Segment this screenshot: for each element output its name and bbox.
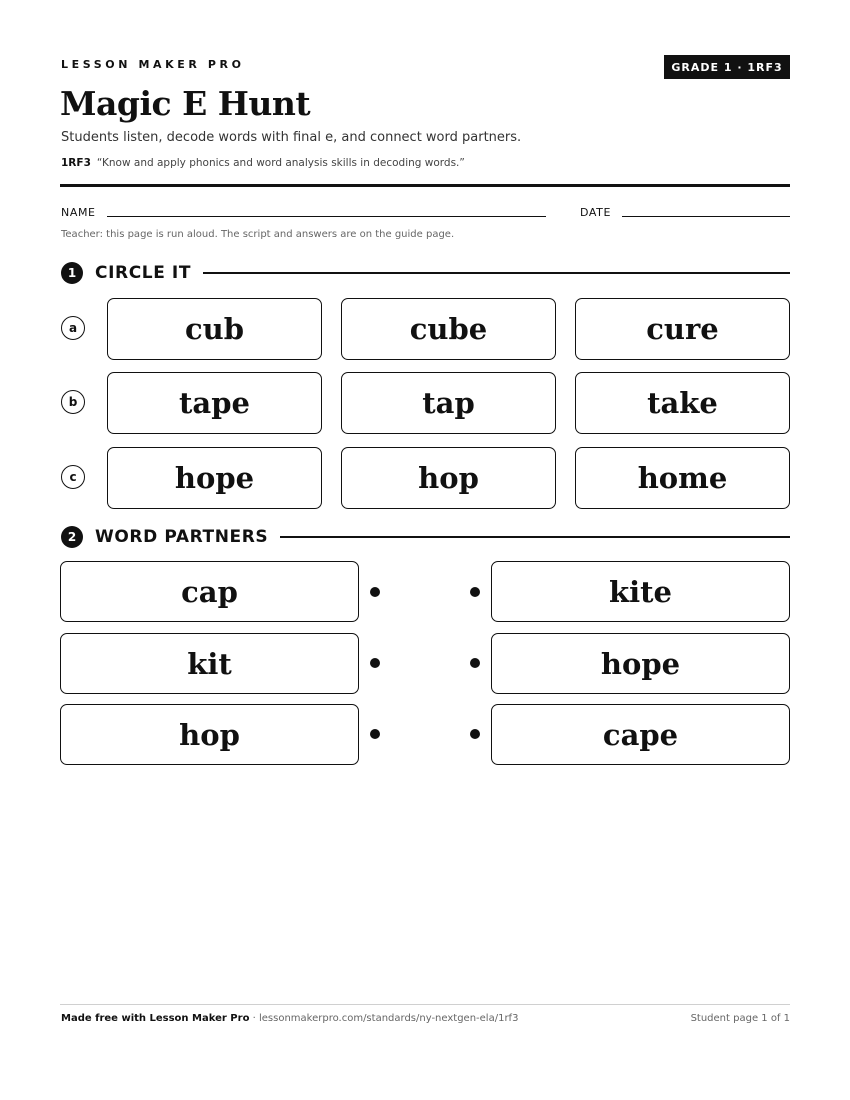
footer-divider xyxy=(60,1004,790,1005)
footer-url: · lessonmakerpro.com/standards/ny-nextgen-ela/1rf3 xyxy=(249,1013,519,1024)
date-field[interactable] xyxy=(622,216,790,217)
header-divider xyxy=(60,184,790,187)
footer-made-with: Made free with Lesson Maker Pro xyxy=(61,1013,250,1024)
grade-badge: GRADE 1 · 1RF3 xyxy=(664,55,790,79)
page-title: Magic E Hunt xyxy=(60,84,311,123)
section-word-partners-header xyxy=(61,525,790,549)
right-connect-dot[interactable] xyxy=(470,658,480,668)
teacher-note: Teacher: this page is run aloud. The script and answers are on the guide page. xyxy=(61,229,455,240)
page-subtitle: Students listen, decode words with final e, and connect word partners. xyxy=(61,130,522,145)
left-connect-dot[interactable] xyxy=(370,729,380,739)
circle-word-box[interactable]: cube xyxy=(341,298,556,360)
left-connect-dot[interactable] xyxy=(370,658,380,668)
right-connect-dot[interactable] xyxy=(470,587,480,597)
circle-word-box[interactable]: cure xyxy=(575,298,790,360)
name-field[interactable] xyxy=(107,216,546,217)
footer-page-number: Student page 1 of 1 xyxy=(690,1013,790,1024)
date-label: DATE xyxy=(580,206,612,219)
row-letter-a: a xyxy=(61,316,85,340)
circle-word-box[interactable]: cub xyxy=(107,298,322,360)
section-number: 2 xyxy=(61,526,83,548)
left-connect-dot[interactable] xyxy=(370,587,380,597)
standard-line xyxy=(61,157,465,169)
circle-word-box[interactable]: home xyxy=(575,447,790,509)
left-word-box[interactable]: cap xyxy=(60,561,359,622)
section-circle-it-header xyxy=(61,261,790,285)
row-letter-b: b xyxy=(61,390,85,414)
left-word-box[interactable]: kit xyxy=(60,633,359,694)
standard-text: “Know and apply phonics and word analysis skills in decoding words.” xyxy=(96,157,465,169)
circle-word-box[interactable]: tape xyxy=(107,372,322,434)
right-connect-dot[interactable] xyxy=(470,729,480,739)
name-label: NAME xyxy=(61,206,96,219)
right-word-box[interactable]: cape xyxy=(491,704,790,765)
right-word-box[interactable]: kite xyxy=(491,561,790,622)
left-word-box[interactable]: hop xyxy=(60,704,359,765)
standard-code: 1RF3 xyxy=(61,157,91,169)
section-rule xyxy=(203,272,790,274)
circle-word-box[interactable]: hope xyxy=(107,447,322,509)
section-title: CIRCLE IT xyxy=(95,263,192,283)
circle-word-box[interactable]: take xyxy=(575,372,790,434)
section-number: 1 xyxy=(61,262,83,284)
right-word-box[interactable]: hope xyxy=(491,633,790,694)
row-letter-c: c xyxy=(61,465,85,489)
brand-name: LESSON MAKER PRO xyxy=(61,58,245,71)
circle-word-box[interactable]: tap xyxy=(341,372,556,434)
circle-word-box[interactable]: hop xyxy=(341,447,556,509)
section-title: WORD PARTNERS xyxy=(95,527,269,547)
section-rule xyxy=(280,536,790,538)
footer-credit xyxy=(61,1013,518,1024)
